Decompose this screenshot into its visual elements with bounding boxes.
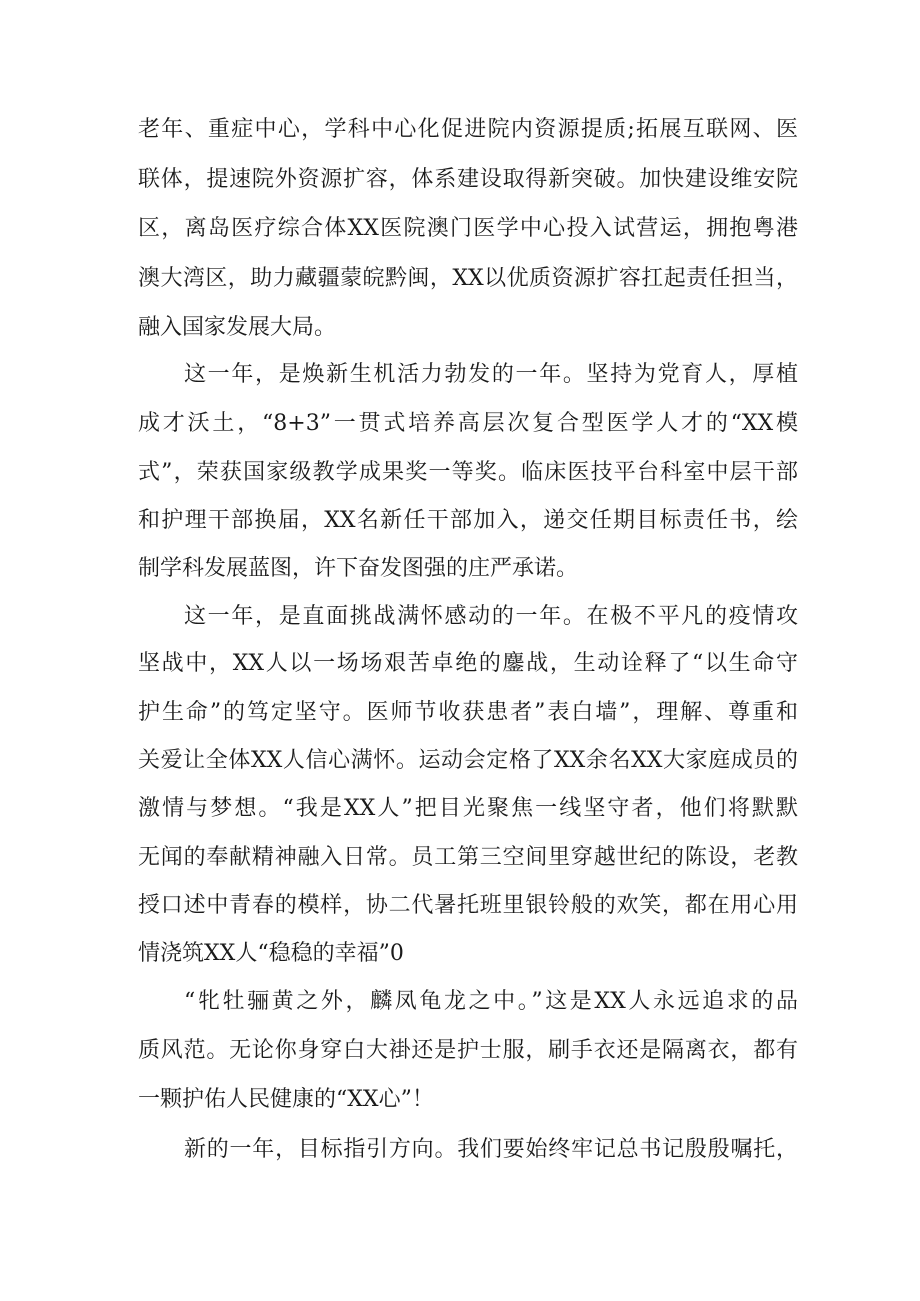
text-line: 情浇筑XX人“稳稳的幸福”0 [138, 941, 404, 966]
paragraph-first-line: 这一年，是直面挑战满怀感动的一年。在极不平凡的疫情攻 [184, 604, 798, 629]
paragraph-first-line: 新的一年，目标指引方向。我们要始终牢记总书记殷殷嘱托， [184, 1137, 798, 1162]
text-line: 融入国家发展大局。 [138, 315, 337, 340]
text-line: 区，离岛医疗综合体XX医院澳门医学中心投入试营运，拥抱粤港 [138, 216, 798, 241]
text-line: 坚战中，XX人以一场场艰苦卓绝的鏖战，生动诠释了“以生命守 [138, 651, 798, 676]
text-line: 激情与梦想。“我是XX人”把目光聚焦一线坚守者，他们将默默 [138, 796, 798, 821]
text-line: 式”，荣获国家级教学成果奖一等奖。临床医技平台科室中层干部 [138, 460, 798, 485]
text-line: 成才沃土，“8+3”一贯式培养高层次复合型医学人才的“XX模 [138, 411, 798, 436]
text-line: 授口述中青春的模样，协二代暑托班里银铃般的欢笑，都在用心用 [138, 893, 798, 918]
text-line: 无闻的奉献精神融入日常。员工第三空间里穿越世纪的陈设，老教 [138, 845, 798, 870]
text-line: 澳大湾区，助力藏疆蒙皖黔闽，XX以优质资源扩容扛起责任担当， [138, 266, 798, 291]
text-line: 联体，提速院外资源扩容，体系建设取得新突破。加快建设维安院 [138, 167, 798, 192]
text-line: 制学科发展蓝图，许下奋发图强的庄严承诺。 [138, 556, 579, 581]
text-line: 关爱让全体XX人信心满怀。运动会定格了XX余名XX大家庭成员的 [138, 748, 798, 773]
text-line: 护生命”的笃定坚守。医师节收获患者”表白墙”，理解、尊重和 [138, 700, 798, 725]
text-line: 质风范。无论你身穿白大褂还是护士服，刷手衣还是隔离衣，都有 [138, 1038, 798, 1063]
paragraph-first-line: “牝牡骊黄之外，麟凤龟龙之中。”这是XX人永远追求的品 [184, 989, 798, 1014]
paragraph-first-line: 这一年，是焕新生机活力勃发的一年。坚持为党育人，厚植 [184, 362, 798, 387]
text-line: 老年、重症中心，学科中心化促进院内资源提质;拓展互联网、医 [138, 117, 798, 142]
text-line: 一颗护佑人民健康的“XX心”！ [138, 1087, 434, 1112]
text-line: 和护理干部换届，XX名新任干部加入，递交任期目标责任书，绘 [138, 508, 798, 533]
